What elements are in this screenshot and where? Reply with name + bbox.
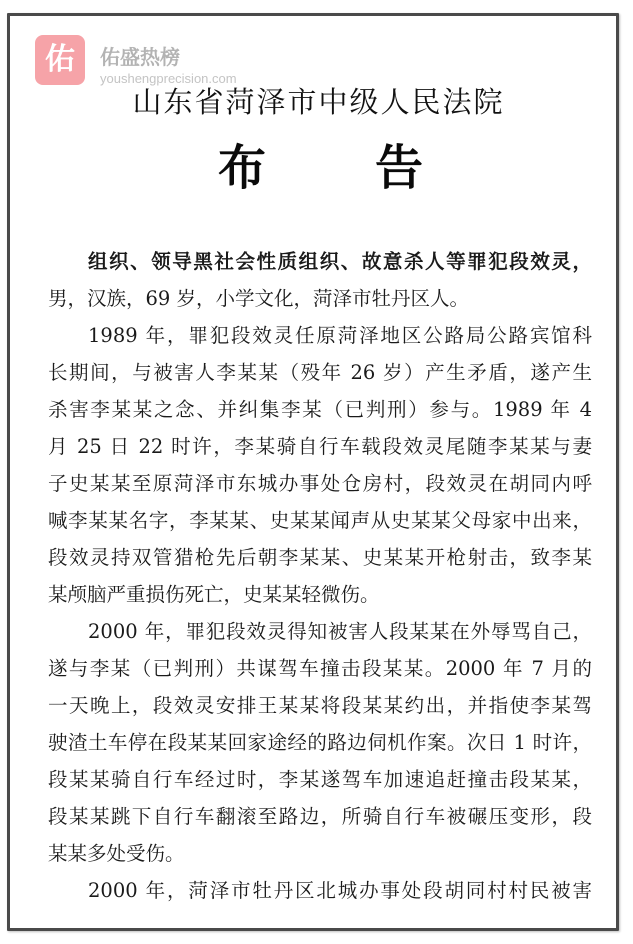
body-line: 段某某跳下自行车翻滚至路边，所骑自行车被碾压变形，段 (48, 805, 592, 828)
body-line: 遂与李某（已判刑）共谋驾车撞击段某某。2000 年 7 月的 (48, 657, 592, 680)
notice-title-char: 告 (374, 140, 423, 196)
body-line: 子史某某至原菏泽市东城办事处仓房村，段效灵在胡同内呼 (48, 472, 592, 495)
body-line: 一天晚上，段效灵安排王某某将段某某约出，并指使李某驾 (48, 694, 592, 717)
body-line: 1989 年，罪犯段效灵任原菏泽地区公路局公路宾馆科 (88, 324, 592, 347)
body-line: 2000 年，菏泽市牡丹区北城办事处段胡同村村民被害 (88, 879, 592, 902)
notice-title (218, 140, 423, 196)
notice-title-char: 布 (218, 140, 267, 196)
body-line: 段某某骑自行车经过时，李某遂驾车加速追赶撞击段某某， (48, 768, 592, 791)
body-line: 长期间，与被害人李某某（殁年 26 岁）产生矛盾，遂产生 (48, 361, 592, 384)
body-line: 男，汉族，69 岁，小学文化，菏泽市牡丹区人。 (48, 287, 470, 310)
body-line: 杀害李某某之念、并纠集李某（已判刑）参与。1989 年 4 (48, 398, 592, 421)
body-line: 驶渣土车停在段某某回家途经的路边伺机作案。次日 1 时许， (48, 731, 592, 754)
court-title: 山东省菏泽市中级人民法院 (132, 85, 505, 119)
brand-logo-icon: 佑 (35, 35, 85, 85)
brand-url: youshengprecision.com (100, 71, 237, 86)
body-line: 2000 年，罪犯段效灵得知被害人段某某在外辱骂自己， (88, 620, 592, 643)
body-line: 组织、领导黑社会性质组织、故意杀人等罪犯段效灵， (88, 250, 592, 273)
brand-name: 佑盛热榜 (100, 45, 180, 69)
notice-body (48, 243, 592, 909)
body-line: 段效灵持双管猎枪先后朝李某某、史某某开枪射击，致李某 (48, 546, 592, 569)
body-line: 某颅脑严重损伤死亡，史某某轻微伤。 (48, 583, 380, 606)
body-line: 喊李某某名字，李某某、史某某闻声从史某某父母家中出来， (48, 509, 592, 532)
body-line: 某某多处受伤。 (48, 842, 185, 865)
body-line: 月 25 日 22 时许，李某骑自行车载段效灵尾随李某某与妻 (48, 435, 592, 458)
